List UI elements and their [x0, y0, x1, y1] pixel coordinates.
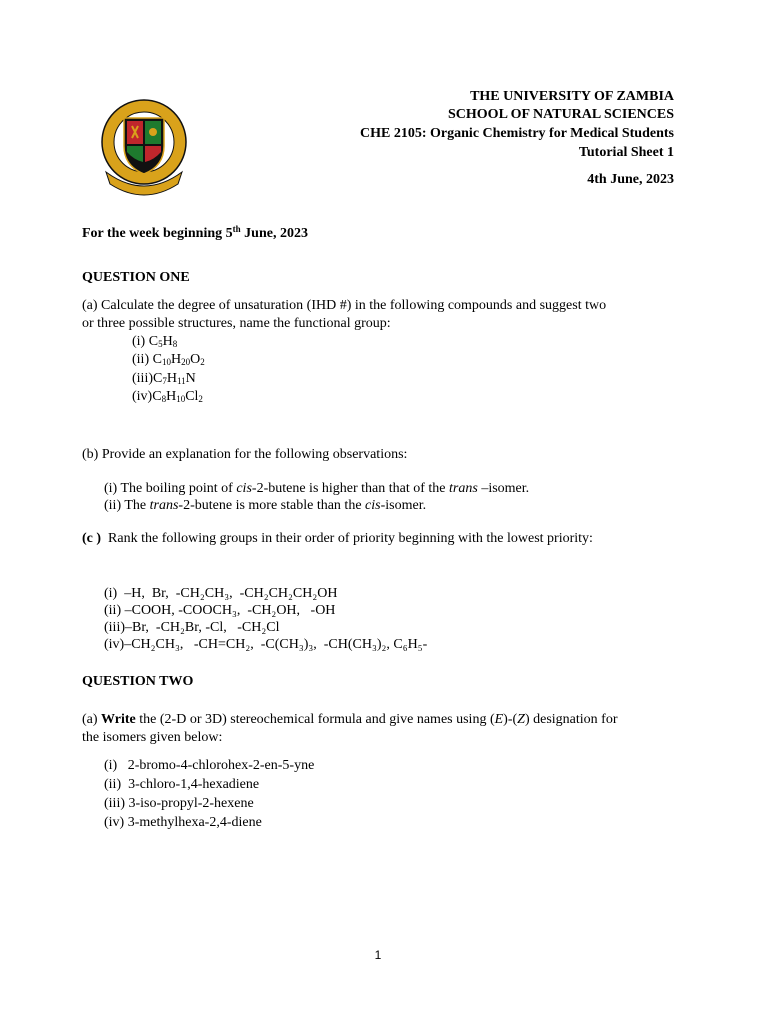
italic-text: trans	[149, 498, 179, 513]
formula-part: C	[148, 334, 159, 349]
q2-item: (ii) 3-chloro-1,4-hexadiene	[104, 777, 260, 792]
compound-label: (iii)	[132, 371, 153, 386]
formula-sub: 20	[181, 357, 191, 367]
text: -2-butene is higher than that of the	[251, 481, 450, 496]
italic-text: cis	[236, 481, 252, 496]
q1c-item: (i) –H, Br, -CH₂CH₃, -CH₂CH₂CH₂OH	[104, 586, 338, 601]
text: –isomer.	[477, 481, 530, 496]
formula-part: H	[166, 389, 177, 404]
q2-item: (i) 2-bromo-4-chlorohex-2-en-5-yne	[104, 758, 315, 773]
course-title: CHE 2105: Organic Chemistry for Medical Students	[360, 126, 674, 141]
formula-sub: 10	[161, 357, 171, 367]
formula-part: H	[162, 334, 173, 349]
text: ) designation for	[524, 712, 618, 727]
formula-sub: 2	[198, 394, 203, 404]
italic-text: trans	[449, 481, 478, 496]
italic-text: cis	[365, 498, 381, 513]
q1c-text: Rank the following groups in their order of priority beginning with the lowest priority:	[101, 531, 593, 546]
formula-sub: 8	[172, 339, 178, 349]
q1c-item: (ii) –COOH, -COOCH₃, -CH₂OH, -OH	[104, 603, 336, 618]
week-prefix: For the week beginning 5	[82, 226, 233, 241]
sheet-title: Tutorial Sheet 1	[578, 145, 674, 160]
university-logo	[98, 96, 190, 196]
compound-item	[132, 333, 177, 351]
formula-part: C	[152, 352, 162, 367]
university-name: THE UNIVERSITY OF ZAMBIA	[470, 89, 674, 104]
formula-part: N	[185, 371, 196, 386]
week-line	[82, 225, 308, 243]
formula-sub: 8	[161, 394, 167, 404]
text: )-(	[503, 712, 518, 727]
week-sup: th	[232, 224, 241, 234]
bold-text: Write	[101, 712, 136, 727]
formula-part: O	[190, 352, 201, 367]
text: (i) The boiling point of	[104, 481, 237, 496]
q1b-intro: (b) Provide an explanation for the following observations:	[82, 447, 408, 462]
school-name: SCHOOL OF NATURAL SCIENCES	[448, 107, 674, 122]
text: -2-butene is more stable than the	[178, 498, 366, 513]
q1c-intro	[82, 530, 593, 548]
italic-text: Z	[517, 712, 525, 727]
formula-part: C	[153, 371, 163, 386]
formula-part: H	[166, 371, 177, 386]
compound-item	[132, 370, 196, 388]
compound-label: (i)	[132, 334, 149, 349]
week-suffix: June, 2023	[240, 226, 308, 241]
formula-sub: 10	[176, 394, 186, 404]
text: (a)	[82, 712, 102, 727]
compound-item	[132, 351, 205, 369]
formula-part: Cl	[185, 389, 199, 404]
question-one-title: QUESTION ONE	[82, 270, 190, 285]
text: -isomer.	[380, 498, 427, 513]
formula-part: H	[170, 352, 182, 367]
q2-item: (iv) 3-methylhexa-2,4-diene	[104, 815, 262, 830]
q1a-line1: (a) Calculate the degree of unsaturation (IHD #) in the following compounds and suggest two	[82, 298, 607, 313]
q1c-label: (c )	[82, 531, 102, 546]
q2a-line2: the isomers given below:	[82, 730, 223, 745]
q2a-line1	[82, 711, 618, 729]
q2-item: (iii) 3-iso-propyl-2-hexene	[104, 796, 254, 811]
text: the (2-D or 3D) stereochemical formula and give names using (	[135, 712, 495, 727]
sheet-date: 4th June, 2023	[587, 172, 674, 187]
formula-sub: 11	[176, 376, 186, 386]
q1b-item-1	[104, 480, 529, 498]
formula-sub: 2	[200, 357, 205, 367]
formula-part: C	[152, 389, 162, 404]
q1b-item-2	[104, 497, 426, 515]
compound-label: (iv)	[132, 389, 153, 404]
formula-sub: 7	[162, 376, 167, 386]
text: (ii) The	[104, 498, 150, 513]
question-two-title: QUESTION TWO	[82, 674, 194, 689]
compound-label: (ii)	[132, 352, 153, 367]
q1c-item: (iv)–CH₂CH₃, -CH=CH₂, -C(CH₃)₃, -CH(CH₃)₂, C₆H₅-	[104, 637, 428, 652]
formula-sub: 5	[158, 339, 163, 349]
italic-text: E	[494, 712, 504, 727]
page-number: 1	[374, 948, 382, 962]
q1c-item: (iii)–Br, -CH₂Br, -Cl, -CH₂Cl	[104, 620, 280, 635]
q1a-line2: or three possible structures, name the functional group:	[82, 316, 391, 331]
compound-item	[132, 388, 203, 406]
